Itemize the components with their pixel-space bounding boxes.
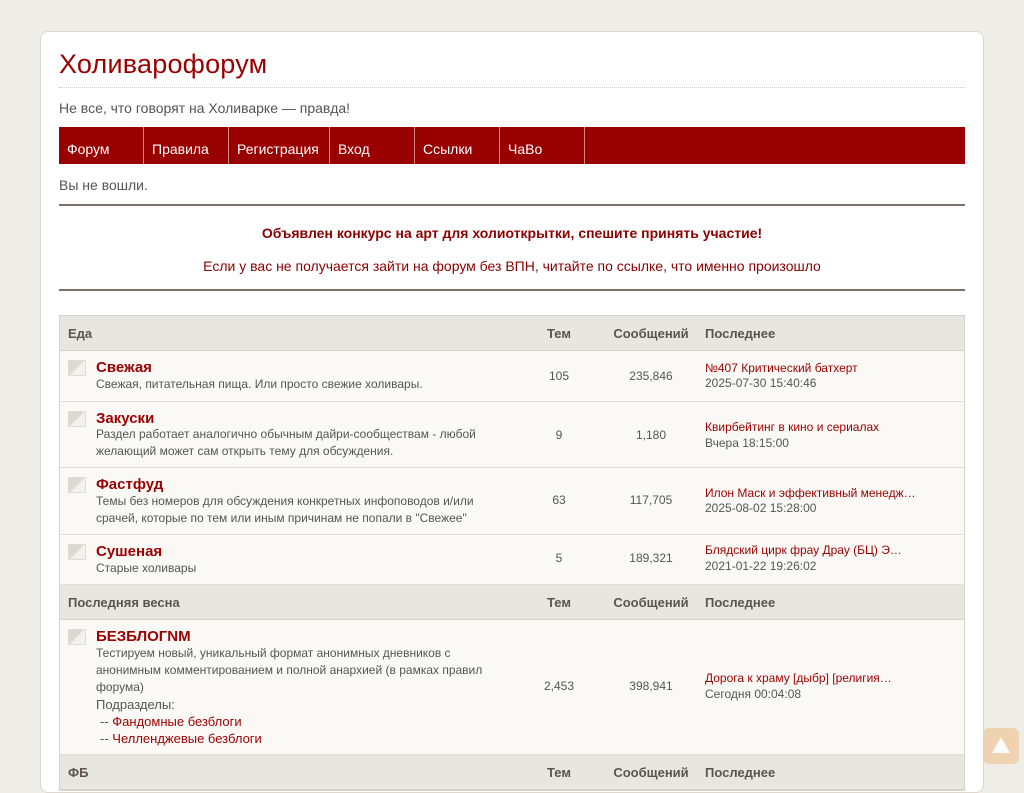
page-container (40, 31, 984, 793)
column-topics: Тем (547, 326, 571, 341)
category-header (60, 585, 964, 620)
column-last: Последнее (705, 326, 776, 341)
category-name: Последняя весна (68, 595, 180, 610)
subforum-link-fandom[interactable]: Фандомные безблоги (112, 714, 242, 729)
subforum-item (100, 731, 262, 746)
forum-status-icon (68, 360, 86, 376)
title-divider (59, 87, 965, 88)
column-topics: Тем (547, 595, 571, 610)
topic-count: 2,453 (543, 679, 575, 693)
nav-login[interactable]: Вход (330, 127, 415, 164)
forum-name[interactable]: Закуски (96, 410, 155, 427)
nav-links[interactable]: Ссылки (415, 127, 500, 164)
divider-bottom (59, 289, 965, 291)
last-post-link[interactable]: №407 Критический батхерт (705, 361, 858, 375)
login-status: Вы не вошли. (59, 177, 148, 193)
last-post-date: Вчера 18:15:00 (705, 436, 789, 450)
scroll-to-top-button[interactable] (983, 728, 1019, 764)
forum-description: Тестируем новый, уникальный формат анонимных дневников с анонимным комментированием и полной анархией (в рамках правил форума) (96, 646, 483, 694)
nav-faq[interactable]: ЧаВо (500, 127, 585, 164)
subforum-link-challenge[interactable]: Челленджевые безблоги (112, 731, 262, 746)
category-header (60, 316, 964, 351)
last-post-date: 2025-08-02 15:28:00 (705, 501, 817, 515)
forum-row (60, 468, 964, 535)
last-post-date: Сегодня 00:04:08 (705, 687, 802, 701)
nav-register[interactable]: Регистрация (229, 127, 330, 164)
topic-count: 105 (548, 369, 570, 383)
announcement-contest[interactable]: Объявлен конкурс на арт для холиоткрытки, спешите принять участие! (261, 225, 763, 241)
post-count: 117,705 (629, 493, 673, 507)
forum-row (60, 351, 964, 402)
column-last: Последнее (705, 595, 776, 610)
post-count: 398,941 (629, 679, 673, 693)
forum-status-icon (68, 411, 86, 427)
last-post-link[interactable]: Блядский цирк фрау Драу (БЦ) Э… (705, 543, 902, 557)
forum-status-icon (68, 629, 86, 645)
forum-row (60, 402, 964, 468)
forum-name[interactable]: Свежая (96, 359, 152, 376)
post-count: 1,180 (635, 428, 667, 442)
topic-count: 63 (552, 493, 566, 507)
column-last: Последнее (705, 765, 776, 780)
announcement-vpn[interactable]: Если у вас не получается зайти на форум без ВПН, читайте по ссылке, что именно произошло (203, 258, 821, 274)
arrow-up-icon (992, 737, 1010, 753)
forum-status-icon (68, 477, 86, 493)
main-nav (59, 127, 965, 164)
last-post-date: 2021-01-22 19:26:02 (705, 559, 817, 573)
forum-table (59, 315, 965, 791)
column-posts: Сообщений (613, 765, 689, 780)
forum-description: Темы без номеров для обсуждения конкретных инфоповодов и/или срачей, которые по тем или иным причинам не попали в "Свежее" (96, 494, 474, 525)
nav-forum[interactable]: Форум (59, 127, 144, 164)
subforum-item (100, 714, 242, 729)
topic-count: 9 (555, 428, 563, 442)
category-header (60, 755, 964, 790)
subforum-prefix: -- (100, 731, 113, 746)
forum-name[interactable]: Фастфуд (96, 476, 164, 493)
nav-rules[interactable]: Правила (144, 127, 229, 164)
last-post-link[interactable]: Илон Маск и эффективный менедж… (705, 486, 916, 500)
last-post-link[interactable]: Дорога к храму [дыбр] [религия… (705, 671, 892, 685)
column-topics: Тем (547, 765, 571, 780)
post-count: 235,846 (629, 369, 673, 383)
site-tagline: Не все, что говорят на Холиварке — правда! (59, 100, 351, 116)
forum-description: Старые холивары (96, 561, 197, 575)
forum-status-icon (68, 544, 86, 560)
topic-count: 5 (555, 551, 563, 565)
category-name: ФБ (68, 765, 89, 780)
forum-description: Раздел работает аналогично обычным дайри-сообществам - любой желающий может сам открыть тему для обсуждения. (96, 427, 476, 458)
last-post-date: 2025-07-30 15:40:46 (705, 376, 817, 390)
site-title[interactable]: Холиварофорум (59, 49, 268, 79)
forum-row (60, 535, 964, 585)
divider-top (59, 204, 965, 206)
forum-name[interactable]: Сушеная (96, 543, 163, 560)
forum-description: Свежая, питательная пища. Или просто свежие холивары. (96, 377, 423, 391)
column-posts: Сообщений (613, 326, 689, 341)
forum-name[interactable]: БЕЗБЛОГNM (96, 628, 191, 645)
last-post-link[interactable]: Квирбейтинг в кино и сериалах (705, 420, 880, 434)
category-name: Еда (68, 326, 93, 341)
column-posts: Сообщений (613, 595, 689, 610)
subforums-label: Подразделы: (96, 697, 175, 712)
forum-row (60, 620, 964, 755)
subforum-prefix: -- (100, 714, 113, 729)
post-count: 189,321 (629, 551, 673, 565)
